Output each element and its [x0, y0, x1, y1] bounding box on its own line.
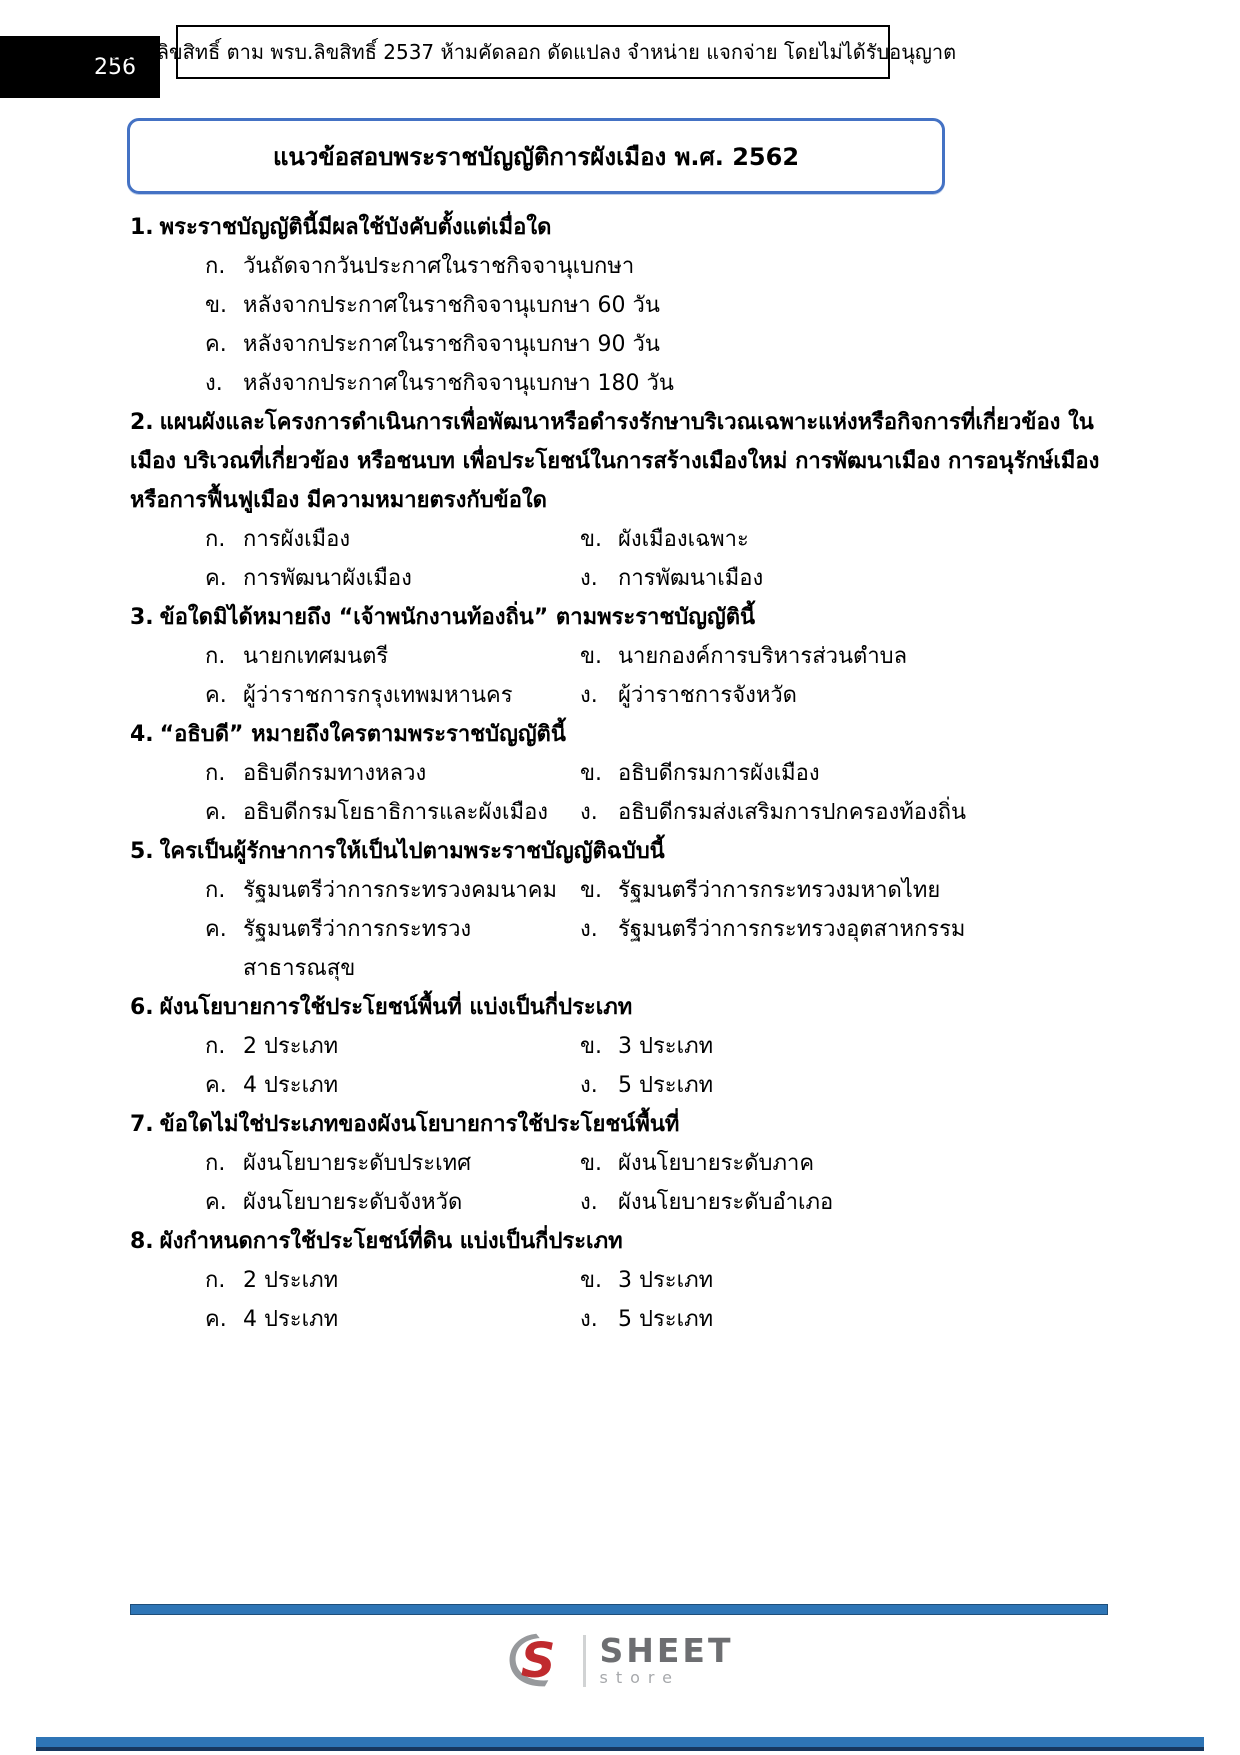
answer-option: [205, 676, 580, 715]
question-number: 4.: [130, 722, 154, 747]
answer-option: [205, 637, 580, 676]
option-text: อธิบดีกรมทางหลวง: [243, 761, 427, 786]
option-text: นายกองค์การบริหารส่วนตำบล: [618, 644, 908, 669]
option-label: ง.: [580, 566, 598, 591]
option-text: ผังนโยบายระดับภาค: [618, 1151, 815, 1176]
answer-option: [205, 559, 580, 598]
answer-option: [205, 1027, 580, 1066]
question-block: [130, 403, 1110, 598]
option-label: ค.: [205, 566, 227, 591]
answer-option: [205, 1144, 580, 1183]
option-text: การผังเมือง: [243, 527, 351, 552]
page-number: 256: [94, 54, 136, 80]
question-block: [130, 988, 1110, 1105]
option-text: นายกเทศมนตรี: [243, 644, 389, 669]
option-label: ง.: [580, 1190, 598, 1215]
option-label: ค.: [205, 800, 227, 825]
question-number: 2.: [130, 410, 154, 435]
option-label: ข.: [580, 644, 603, 669]
question-text: [130, 598, 1110, 637]
option-text: 3 ประเภท: [618, 1034, 714, 1059]
option-text: รัฐมนตรีว่าการกระทรวงสาธารณสุข: [243, 917, 472, 981]
answer-option: [205, 1300, 580, 1339]
answer-option: [130, 364, 1110, 403]
footer-separator-bar: [130, 1604, 1108, 1615]
option-label: ค.: [205, 332, 227, 357]
question-text: [130, 988, 1110, 1027]
answer-option: [205, 1066, 580, 1105]
copyright-text: สงวนลิขสิทธิ์ ตาม พรบ.ลิขสิทธิ์ 2537 ห้ามคัดลอก ดัดแปลง จำหน่าย แจกจ่าย โดยไม่ได้รับอนุญาต: [109, 40, 957, 64]
option-label: ง.: [580, 1307, 598, 1332]
option-text: หลังจากประกาศในราชกิจจานุเบกษา 180 วัน: [243, 371, 674, 396]
option-label: ง.: [580, 800, 598, 825]
answer-option: [130, 325, 1110, 364]
question-body: ผังนโยบายการใช้ประโยชน์พื้นที่ แบ่งเป็นกี่ประเภท: [159, 995, 633, 1020]
answer-option: [205, 1183, 580, 1222]
question-body: ข้อใดไม่ใช่ประเภทของผังนโยบายการใช้ประโยชน์พื้นที่: [159, 1112, 680, 1137]
option-text: 3 ประเภท: [618, 1268, 714, 1293]
sheet-store-logo: [0, 1632, 1240, 1689]
options-group: [130, 637, 1110, 715]
question-text: [130, 208, 1110, 247]
option-text: ผู้ว่าราชการกรุงเทพมหานคร: [243, 683, 513, 708]
answer-option: [580, 793, 1110, 832]
question-block: [130, 598, 1110, 715]
options-group: [130, 754, 1110, 832]
exam-title-box: [127, 118, 945, 194]
answer-option: [580, 910, 1110, 988]
answer-option: [580, 1300, 1110, 1339]
option-label: ก.: [205, 527, 226, 552]
option-text: รัฐมนตรีว่าการกระทรวงอุตสาหกรรม: [618, 917, 966, 942]
answer-option: [580, 1066, 1110, 1105]
option-text: รัฐมนตรีว่าการกระทรวงคมนาคม: [243, 878, 557, 903]
question-block: [130, 832, 1110, 988]
options-group: [130, 520, 1110, 598]
option-label: ข.: [580, 761, 603, 786]
option-text: รัฐมนตรีว่าการกระทรวงมหาดไทย: [618, 878, 941, 903]
question-number: 3.: [130, 605, 154, 630]
option-text: 5 ประเภท: [618, 1307, 714, 1332]
option-label: ข.: [580, 878, 603, 903]
question-block: [130, 1222, 1110, 1339]
options-group: [130, 871, 1110, 988]
question-number: 5.: [130, 839, 154, 864]
question-body: แผนผังและโครงการดำเนินการเพื่อพัฒนาหรือดำรงรักษาบริเวณเฉพาะแห่งหรือกิจการที่เกี่ยวข้อง ในเมือง บริเวณที่เกี่ยวข้อง หรือชนบท เพื่อประโยชน์ในการสร้างเมืองใหม่ การพัฒนาเมือง การอนุรักษ์เมือง หรือการฟื้นฟูเมือง มีความหมายตรงกับข้อใด: [130, 410, 1100, 513]
question-block: [130, 1105, 1110, 1222]
option-label: ง.: [580, 683, 598, 708]
question-body: ข้อใดมิได้หมายถึง “เจ้าพนักงานท้องถิ่น” ตามพระราชบัญญัตินี้: [159, 605, 756, 630]
option-text: การพัฒนาเมือง: [618, 566, 764, 591]
answer-option: [580, 559, 1110, 598]
option-text: ผังนโยบายระดับประเทศ: [243, 1151, 472, 1176]
question-number: 8.: [130, 1229, 154, 1254]
answer-option: [580, 676, 1110, 715]
option-text: ผังนโยบายระดับอำเภอ: [618, 1190, 834, 1215]
question-block: [130, 208, 1110, 403]
question-number: 7.: [130, 1112, 154, 1137]
question-number: 6.: [130, 995, 154, 1020]
option-label: ก.: [205, 644, 226, 669]
option-text: อธิบดีกรมโยธาธิการและผังเมือง: [243, 800, 549, 825]
option-text: 4 ประเภท: [243, 1307, 339, 1332]
options-group: [130, 1027, 1110, 1105]
option-label: ก.: [205, 254, 226, 279]
logo-divider: [583, 1635, 586, 1687]
option-text: ผู้ว่าราชการจังหวัด: [618, 683, 797, 708]
option-label: ค.: [205, 683, 227, 708]
exam-title: แนวข้อสอบพระราชบัญญัติการผังเมือง พ.ศ. 2562: [272, 142, 800, 171]
option-label: ข.: [580, 527, 603, 552]
questions-list: [130, 208, 1110, 1339]
option-text: 5 ประเภท: [618, 1073, 714, 1098]
option-text: 2 ประเภท: [243, 1034, 339, 1059]
answer-option: [580, 754, 1110, 793]
question-text: [130, 403, 1110, 520]
answer-option: [580, 871, 1110, 910]
question-text: [130, 1105, 1110, 1144]
option-label: ข.: [580, 1268, 603, 1293]
options-group: [130, 1261, 1110, 1339]
option-label: ค.: [205, 1190, 227, 1215]
logo-wordmark: [599, 1630, 734, 1688]
option-label: ง.: [205, 371, 223, 396]
answer-option: [580, 1183, 1110, 1222]
answer-option: [205, 910, 580, 988]
option-label: ข.: [580, 1151, 603, 1176]
page-bottom-bar: [36, 1737, 1204, 1751]
option-label: ก.: [205, 1268, 226, 1293]
option-text: ผังนโยบายระดับจังหวัด: [243, 1190, 463, 1215]
option-text: หลังจากประกาศในราชกิจจานุเบกษา 90 วัน: [243, 332, 660, 357]
question-text: [130, 832, 1110, 871]
logo-s-glyph: S: [520, 1632, 556, 1689]
option-text: 2 ประเภท: [243, 1268, 339, 1293]
question-text: [130, 715, 1110, 754]
option-label: ค.: [205, 1073, 227, 1098]
option-label: ก.: [205, 1151, 226, 1176]
question-body: “อธิบดี” หมายถึงใครตามพระราชบัญญัตินี้: [159, 722, 566, 747]
answer-option: [580, 1261, 1110, 1300]
options-group: [130, 1144, 1110, 1222]
option-text: การพัฒนาผังเมือง: [243, 566, 412, 591]
option-label: ก.: [205, 878, 226, 903]
option-label: ง.: [580, 917, 598, 942]
question-block: [130, 715, 1110, 832]
question-number: 1.: [130, 215, 154, 240]
question-body: ใครเป็นผู้รักษาการให้เป็นไปตามพระราชบัญญัติฉบับนี้: [159, 839, 665, 864]
question-body: ผังกำหนดการใช้ประโยชน์ที่ดิน แบ่งเป็นกี่ประเภท: [159, 1229, 623, 1254]
question-body: พระราชบัญญัตินี้มีผลใช้บังคับตั้งแต่เมื่อใด: [159, 215, 552, 240]
answer-option: [205, 520, 580, 559]
option-label: ก.: [205, 761, 226, 786]
option-text: อธิบดีกรมการผังเมือง: [618, 761, 820, 786]
sheet-store-logo-icon: [507, 1632, 569, 1689]
option-text: ผังเมืองเฉพาะ: [618, 527, 749, 552]
option-label: ก.: [205, 1034, 226, 1059]
answer-option: [580, 637, 1110, 676]
answer-option: [130, 247, 1110, 286]
answer-option: [580, 1144, 1110, 1183]
option-label: ข.: [580, 1034, 603, 1059]
answer-option: [205, 871, 580, 910]
option-text: หลังจากประกาศในราชกิจจานุเบกษา 60 วัน: [243, 293, 660, 318]
option-text: 4 ประเภท: [243, 1073, 339, 1098]
option-text: อธิบดีกรมส่งเสริมการปกครองท้องถิ่น: [618, 800, 967, 825]
option-label: ง.: [580, 1073, 598, 1098]
options-group: [130, 247, 1110, 403]
option-label: ค.: [205, 1307, 227, 1332]
answer-option: [205, 793, 580, 832]
answer-option: [205, 754, 580, 793]
logo-text-sheet: SHEET: [599, 1630, 734, 1670]
logo-text-store: store: [599, 1667, 680, 1687]
answer-option: [580, 1027, 1110, 1066]
question-text: [130, 1222, 1110, 1261]
option-label: ข.: [205, 293, 228, 318]
answer-option: [205, 1261, 580, 1300]
option-text: วันถัดจากวันประกาศในราชกิจจานุเบกษา: [243, 254, 635, 279]
option-label: ค.: [205, 917, 227, 942]
answer-option: [130, 286, 1110, 325]
answer-option: [580, 520, 1110, 559]
